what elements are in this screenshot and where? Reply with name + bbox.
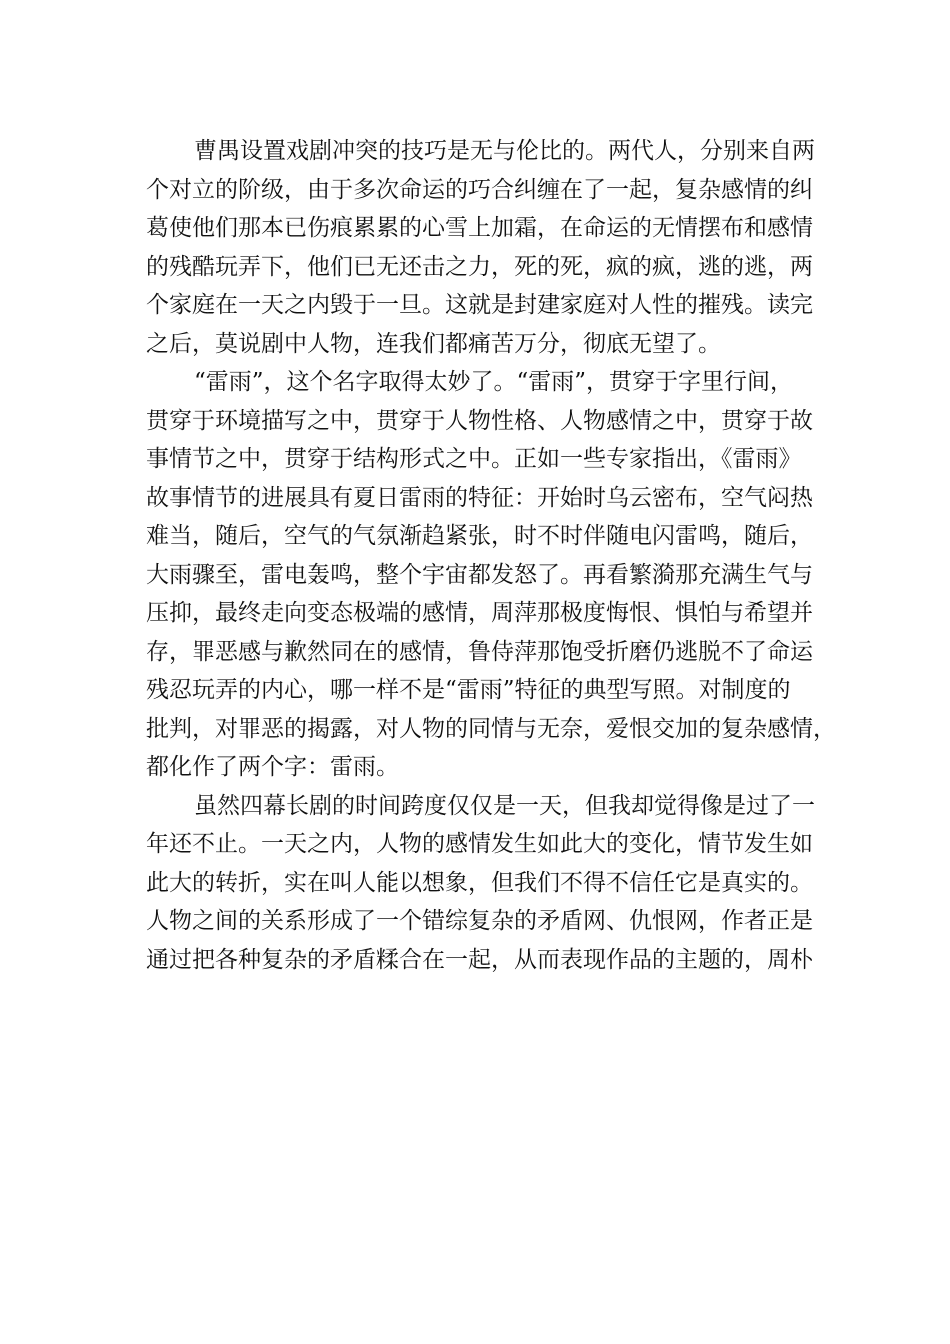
paragraph-1	[146, 132, 822, 363]
paragraph-line: “雷雨”，这个名字取得太妙了。“雷雨”，贯穿于字里行间，	[194, 369, 794, 395]
paragraph-line: 贯穿于环境描写之中，贯穿于人物性格、人物感情之中，贯穿于故	[146, 407, 813, 434]
paragraph-line: 葛使他们那本已伤痕累累的心雪上加霜，在命运的无情摆布和感情	[146, 215, 813, 241]
paragraph-line: 大雨骤至，雷电轰鸣，整个宇宙都发怒了。再看繁漪那充满生气与	[146, 561, 813, 588]
paragraph-line: 的残酷玩弄下，他们已无还击之力，死的死，疯的疯，逃的逃，两	[146, 253, 813, 280]
paragraph-line: 批判，对罪恶的揭露，对人物的同情与无奈，爱恨交加的复杂感情，	[146, 715, 836, 742]
paragraph-line: 都化作了两个字：雷雨。	[146, 754, 399, 780]
paragraph-line: 压抑，最终走向变态极端的感情，周萍那极度悔恨、惧怕与希望并	[146, 600, 813, 626]
paragraph-line: 曹禺设置戏剧冲突的技巧是无与伦比的。两代人，分别来自两	[194, 138, 815, 164]
paragraph-line: 个家庭在一天之内毁于一旦。这就是封建家庭对人性的摧残。读完	[146, 292, 813, 318]
paragraph-line: 人物之间的关系形成了一个错综复杂的矛盾网、仇恨网，作者正是	[146, 908, 813, 934]
paragraph-line: 此大的转折，实在叫人能以想象，但我们不得不信任它是真实的。	[146, 869, 813, 896]
paragraph-line: 之后，莫说剧中人物，连我们都痛苦万分，彻底无望了。	[146, 330, 721, 357]
paragraph-line: 年还不止。一天之内，人物的感情发生如此大的变化，情节发生如	[146, 831, 813, 857]
paragraph-line: 个对立的阶级，由于多次命运的巧合纠缠在了一起，复杂感情的纠	[146, 176, 813, 203]
paragraph-line: 虽然四幕长剧的时间跨度仅仅是一天，但我却觉得像是过了一	[194, 792, 815, 819]
paragraph-2	[146, 363, 836, 787]
paragraph-3	[146, 787, 822, 980]
paragraph-line: 残忍玩弄的内心，哪一样不是“雷雨”特征的典型写照。对制度的	[146, 677, 791, 703]
paragraph-line: 故事情节的进展具有夏日雷雨的特征：开始时乌云密布，空气闷热	[146, 484, 813, 511]
paragraph-line: 通过把各种复杂的矛盾糅合在一起，从而表现作品的主题的，周朴	[146, 946, 813, 973]
essay-body	[146, 132, 836, 979]
paragraph-line: 事情节之中，贯穿于结构形式之中。正如一些专家指出，《雷雨》	[146, 446, 802, 472]
paragraph-line: 难当，随后，空气的气氛渐趋紧张，时不时伴随电闪雷鸣，随后，	[146, 523, 813, 549]
paragraph-line: 存，罪恶感与歉然同在的感情，鲁侍萍那饱受折磨仍逃脱不了命运	[146, 638, 813, 665]
